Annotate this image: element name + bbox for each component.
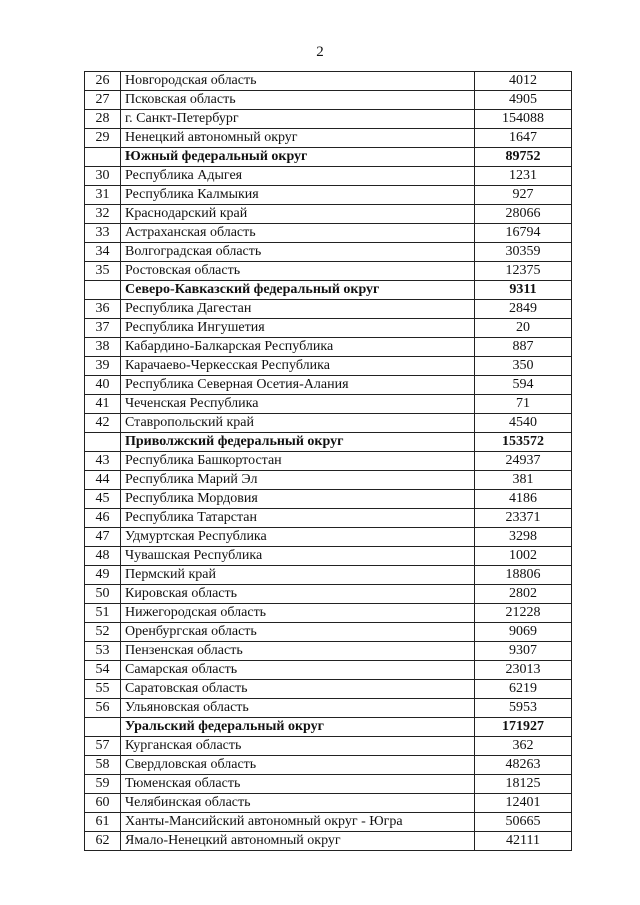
value-cell: 1002 bbox=[475, 547, 572, 566]
region-name-cell: Кабардино-Балкарская Республика bbox=[121, 338, 475, 357]
value-cell: 9069 bbox=[475, 623, 572, 642]
row-number-cell: 47 bbox=[85, 528, 121, 547]
region-name-cell: Ханты-Мансийский автономный округ - Югра bbox=[121, 813, 475, 832]
value-cell: 9311 bbox=[475, 281, 572, 300]
table-row bbox=[85, 357, 572, 376]
value-cell: 21228 bbox=[475, 604, 572, 623]
region-name-cell: Республика Марий Эл bbox=[121, 471, 475, 490]
value-cell: 2802 bbox=[475, 585, 572, 604]
value-cell: 23371 bbox=[475, 509, 572, 528]
table-row bbox=[85, 604, 572, 623]
value-cell: 4540 bbox=[475, 414, 572, 433]
row-number-cell: 35 bbox=[85, 262, 121, 281]
row-number-cell: 28 bbox=[85, 110, 121, 129]
row-number-cell bbox=[85, 718, 121, 737]
row-number-cell: 46 bbox=[85, 509, 121, 528]
region-name-cell: Свердловская область bbox=[121, 756, 475, 775]
value-cell: 48263 bbox=[475, 756, 572, 775]
region-name-cell: Волгоградская область bbox=[121, 243, 475, 262]
row-number-cell: 62 bbox=[85, 832, 121, 851]
page-number: 2 bbox=[316, 44, 324, 60]
district-row bbox=[85, 718, 572, 737]
row-number-cell: 45 bbox=[85, 490, 121, 509]
value-cell: 9307 bbox=[475, 642, 572, 661]
row-number-cell: 57 bbox=[85, 737, 121, 756]
region-name-cell: Удмуртская Республика bbox=[121, 528, 475, 547]
row-number-cell: 41 bbox=[85, 395, 121, 414]
region-name-cell: Ямало-Ненецкий автономный округ bbox=[121, 832, 475, 851]
region-name-cell: Краснодарский край bbox=[121, 205, 475, 224]
table-row bbox=[85, 110, 572, 129]
region-name-cell: Самарская область bbox=[121, 661, 475, 680]
region-name-cell: Саратовская область bbox=[121, 680, 475, 699]
table-row bbox=[85, 813, 572, 832]
region-name-cell: Республика Мордовия bbox=[121, 490, 475, 509]
row-number-cell: 54 bbox=[85, 661, 121, 680]
district-row bbox=[85, 281, 572, 300]
row-number-cell: 52 bbox=[85, 623, 121, 642]
table-row bbox=[85, 243, 572, 262]
table-row bbox=[85, 699, 572, 718]
value-cell: 20 bbox=[475, 319, 572, 338]
row-number-cell: 51 bbox=[85, 604, 121, 623]
value-cell: 50665 bbox=[475, 813, 572, 832]
region-name-cell: Чеченская Республика bbox=[121, 395, 475, 414]
region-name-cell: Челябинская область bbox=[121, 794, 475, 813]
table-row bbox=[85, 756, 572, 775]
row-number-cell: 40 bbox=[85, 376, 121, 395]
row-number-cell: 37 bbox=[85, 319, 121, 338]
table-row bbox=[85, 300, 572, 319]
region-name-cell: Оренбургская область bbox=[121, 623, 475, 642]
table-row bbox=[85, 547, 572, 566]
row-number-cell: 26 bbox=[85, 72, 121, 91]
value-cell: 3298 bbox=[475, 528, 572, 547]
value-cell: 23013 bbox=[475, 661, 572, 680]
table-row bbox=[85, 376, 572, 395]
row-number-cell: 48 bbox=[85, 547, 121, 566]
row-number-cell bbox=[85, 433, 121, 452]
table-row bbox=[85, 262, 572, 281]
region-name-cell: Астраханская область bbox=[121, 224, 475, 243]
region-name-cell: Ненецкий автономный округ bbox=[121, 129, 475, 148]
value-cell: 154088 bbox=[475, 110, 572, 129]
table-row bbox=[85, 528, 572, 547]
value-cell: 89752 bbox=[475, 148, 572, 167]
table-row bbox=[85, 490, 572, 509]
table-row bbox=[85, 338, 572, 357]
value-cell: 24937 bbox=[475, 452, 572, 471]
value-cell: 28066 bbox=[475, 205, 572, 224]
region-name-cell: Республика Северная Осетия-Алания bbox=[121, 376, 475, 395]
row-number-cell: 30 bbox=[85, 167, 121, 186]
region-name-cell: Ставропольский край bbox=[121, 414, 475, 433]
row-number-cell: 38 bbox=[85, 338, 121, 357]
row-number-cell: 29 bbox=[85, 129, 121, 148]
table-row bbox=[85, 91, 572, 110]
region-name-cell: Северо-Кавказский федеральный округ bbox=[121, 281, 475, 300]
region-name-cell: Пензенская область bbox=[121, 642, 475, 661]
row-number-cell: 49 bbox=[85, 566, 121, 585]
region-name-cell: Уральский федеральный округ bbox=[121, 718, 475, 737]
region-name-cell: г. Санкт-Петербург bbox=[121, 110, 475, 129]
row-number-cell: 60 bbox=[85, 794, 121, 813]
region-name-cell: Карачаево-Черкесская Республика bbox=[121, 357, 475, 376]
value-cell: 12375 bbox=[475, 262, 572, 281]
table-row bbox=[85, 642, 572, 661]
region-name-cell: Новгородская область bbox=[121, 72, 475, 91]
row-number-cell: 43 bbox=[85, 452, 121, 471]
region-name-cell: Республика Адыгея bbox=[121, 167, 475, 186]
region-name-cell: Республика Калмыкия bbox=[121, 186, 475, 205]
region-name-cell: Курганская область bbox=[121, 737, 475, 756]
table-row bbox=[85, 585, 572, 604]
region-name-cell: Республика Ингушетия bbox=[121, 319, 475, 338]
table-row bbox=[85, 775, 572, 794]
table-row bbox=[85, 509, 572, 528]
value-cell: 30359 bbox=[475, 243, 572, 262]
row-number-cell: 33 bbox=[85, 224, 121, 243]
row-number-cell: 42 bbox=[85, 414, 121, 433]
table-row bbox=[85, 661, 572, 680]
table-row bbox=[85, 414, 572, 433]
row-number-cell bbox=[85, 148, 121, 167]
district-row bbox=[85, 433, 572, 452]
value-cell: 16794 bbox=[475, 224, 572, 243]
value-cell: 362 bbox=[475, 737, 572, 756]
row-number-cell: 31 bbox=[85, 186, 121, 205]
region-name-cell: Южный федеральный округ bbox=[121, 148, 475, 167]
region-name-cell: Чувашская Республика bbox=[121, 547, 475, 566]
table-row bbox=[85, 129, 572, 148]
value-cell: 5953 bbox=[475, 699, 572, 718]
table-row bbox=[85, 72, 572, 91]
regions-table bbox=[84, 71, 572, 851]
value-cell: 42111 bbox=[475, 832, 572, 851]
table-row bbox=[85, 186, 572, 205]
table-row bbox=[85, 471, 572, 490]
value-cell: 4186 bbox=[475, 490, 572, 509]
table-row bbox=[85, 395, 572, 414]
region-name-cell: Республика Дагестан bbox=[121, 300, 475, 319]
row-number-cell: 32 bbox=[85, 205, 121, 224]
region-name-cell: Республика Башкортостан bbox=[121, 452, 475, 471]
row-number-cell: 58 bbox=[85, 756, 121, 775]
value-cell: 71 bbox=[475, 395, 572, 414]
row-number-cell: 34 bbox=[85, 243, 121, 262]
table-row bbox=[85, 832, 572, 851]
region-name-cell: Ростовская область bbox=[121, 262, 475, 281]
value-cell: 927 bbox=[475, 186, 572, 205]
district-row bbox=[85, 148, 572, 167]
value-cell: 12401 bbox=[475, 794, 572, 813]
region-name-cell: Псковская область bbox=[121, 91, 475, 110]
region-name-cell: Кировская область bbox=[121, 585, 475, 604]
row-number-cell: 53 bbox=[85, 642, 121, 661]
table-row bbox=[85, 737, 572, 756]
region-name-cell: Ульяновская область bbox=[121, 699, 475, 718]
region-name-cell: Республика Татарстан bbox=[121, 509, 475, 528]
table-row bbox=[85, 167, 572, 186]
row-number-cell: 36 bbox=[85, 300, 121, 319]
value-cell: 887 bbox=[475, 338, 572, 357]
value-cell: 4905 bbox=[475, 91, 572, 110]
table-row bbox=[85, 452, 572, 471]
row-number-cell: 50 bbox=[85, 585, 121, 604]
value-cell: 381 bbox=[475, 471, 572, 490]
value-cell: 171927 bbox=[475, 718, 572, 737]
value-cell: 594 bbox=[475, 376, 572, 395]
table-row bbox=[85, 680, 572, 699]
table-row bbox=[85, 794, 572, 813]
value-cell: 1647 bbox=[475, 129, 572, 148]
row-number-cell: 61 bbox=[85, 813, 121, 832]
region-name-cell: Тюменская область bbox=[121, 775, 475, 794]
value-cell: 18125 bbox=[475, 775, 572, 794]
table-row bbox=[85, 623, 572, 642]
value-cell: 18806 bbox=[475, 566, 572, 585]
row-number-cell: 44 bbox=[85, 471, 121, 490]
region-name-cell: Приволжский федеральный округ bbox=[121, 433, 475, 452]
row-number-cell: 56 bbox=[85, 699, 121, 718]
regions-table-body bbox=[85, 72, 572, 851]
value-cell: 6219 bbox=[475, 680, 572, 699]
row-number-cell bbox=[85, 281, 121, 300]
table-row bbox=[85, 205, 572, 224]
table-row bbox=[85, 224, 572, 243]
row-number-cell: 59 bbox=[85, 775, 121, 794]
value-cell: 1231 bbox=[475, 167, 572, 186]
value-cell: 2849 bbox=[475, 300, 572, 319]
row-number-cell: 27 bbox=[85, 91, 121, 110]
value-cell: 4012 bbox=[475, 72, 572, 91]
region-name-cell: Пермский край bbox=[121, 566, 475, 585]
table-row bbox=[85, 319, 572, 338]
value-cell: 350 bbox=[475, 357, 572, 376]
region-name-cell: Нижегородская область bbox=[121, 604, 475, 623]
value-cell: 153572 bbox=[475, 433, 572, 452]
row-number-cell: 55 bbox=[85, 680, 121, 699]
table-row bbox=[85, 566, 572, 585]
row-number-cell: 39 bbox=[85, 357, 121, 376]
